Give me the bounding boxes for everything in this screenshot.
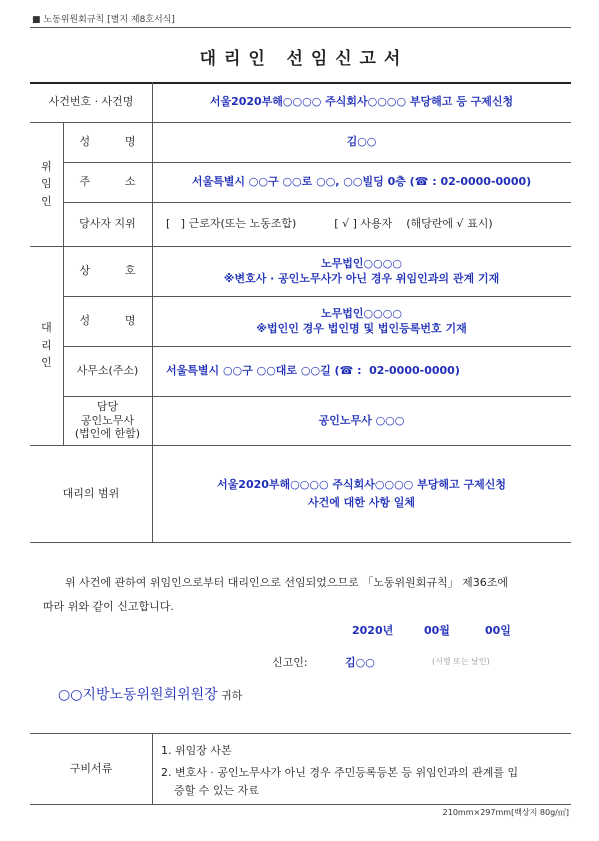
form-reference — [32, 12, 175, 25]
principal-status-label: 당사자 지위 — [79, 217, 136, 231]
date-month: 00월 — [424, 624, 450, 637]
documents-item-2: 2. 변호사 · 공인노무사가 아닌 경우 주민등록등본 등 위임인과의 관계를 입 — [161, 766, 519, 779]
reporter-label: 신고인: — [272, 656, 308, 669]
agent-firm-value: 노무법인○○○○ ※변호사 · 공인노무사가 아닌 경우 위임인과의 관계 기재 — [223, 256, 500, 285]
date-day: 00일 — [485, 624, 511, 637]
case-label: 사건번호 · 사건명 — [48, 95, 134, 109]
status-worker-checkbox[interactable]: [ ] 근로자(또는 노동조합) — [166, 217, 297, 231]
principal-group-label: 위 임 인 — [41, 159, 52, 208]
signature-note: (서명 또는 날인) — [432, 657, 490, 666]
status-note: (해당란에 √ 표시) — [406, 217, 493, 231]
addressee-name: ○○지방노동위원회위원장 — [58, 687, 218, 703]
documents-label: 구비서류 — [69, 761, 113, 775]
square-icon: ■ — [32, 15, 41, 25]
scope-value: 서울2020부해○○○○ 주식회사○○○○ 부당해고 구제신청 사건에 대한 사항 일체 — [217, 477, 506, 509]
scope-label: 대리의 범위 — [62, 486, 120, 500]
agent-firm-note: ※변호사 · 공인노무사가 아닌 경우 위임인과의 관계 기재 — [223, 272, 500, 285]
agent-name-value: 노무법인○○○○ ※법인인 경우 법인명 및 법인등록번호 기재 — [256, 306, 467, 335]
reporter-name: 김○○ — [345, 656, 375, 669]
header-rule — [30, 27, 571, 28]
addressee — [58, 684, 242, 704]
agent-manager-label: 담당 공인노무사 (법인에 한함) — [74, 399, 141, 441]
paper-spec: 210mm×297mm[백상지 80g/㎡] — [442, 808, 569, 817]
principal-status-options — [166, 202, 566, 246]
declaration-line-2: 따라 위와 같이 신고합니다. — [43, 600, 174, 613]
status-employer-checkbox[interactable]: [ √ ] 사용자 — [334, 217, 393, 231]
principal-address-label: 주 소 — [79, 175, 136, 189]
principal-address-value: 서울특별시 ○○구 ○○로 ○○, ○○빌딩 0층 (☎ : 02-0000-0000) — [191, 175, 532, 189]
documents-item-2-cont: 증할 수 있는 자료 — [174, 784, 259, 797]
declaration-line-1: 위 사건에 관하여 위임인으로부터 대리인으로 선임되었으므로 「노동위원회규칙」 제36조에 — [65, 576, 509, 589]
agent-office-label: 사무소(주소) — [76, 364, 139, 378]
agent-group-label: 대 리 인 — [41, 321, 52, 370]
agent-office-value: 서울특별시 ○○구 ○○대로 ○○길 (☎ : 02-0000-0000) — [166, 364, 460, 378]
principal-name-value: 김○○ — [346, 135, 377, 149]
agent-firm-label: 상 호 — [79, 264, 136, 278]
page-title: 대 리 인 선 임 신 고 서 — [199, 49, 402, 69]
date-year: 2020년 — [352, 624, 394, 637]
addressee-suffix: 귀하 — [221, 689, 243, 702]
agent-manager-value: 공인노무사 ○○○ — [318, 413, 405, 427]
principal-name-label: 성 명 — [79, 135, 136, 149]
form-reference-text: 노동위원회규칙 [별지 제8호서식] — [43, 15, 175, 25]
case-value: 서울2020부해○○○○ 주식회사○○○○ 부당해고 등 구제신청 — [209, 95, 514, 109]
vrule-docs — [152, 733, 153, 804]
agent-name-note: ※법인인 경우 법인명 및 법인등록번호 기재 — [256, 322, 467, 335]
rule-docs-bottom — [30, 804, 571, 805]
agent-name-label: 성 명 — [79, 314, 136, 328]
documents-item-1: 1. 위임장 사본 — [161, 744, 232, 757]
rule-scope — [30, 542, 571, 543]
